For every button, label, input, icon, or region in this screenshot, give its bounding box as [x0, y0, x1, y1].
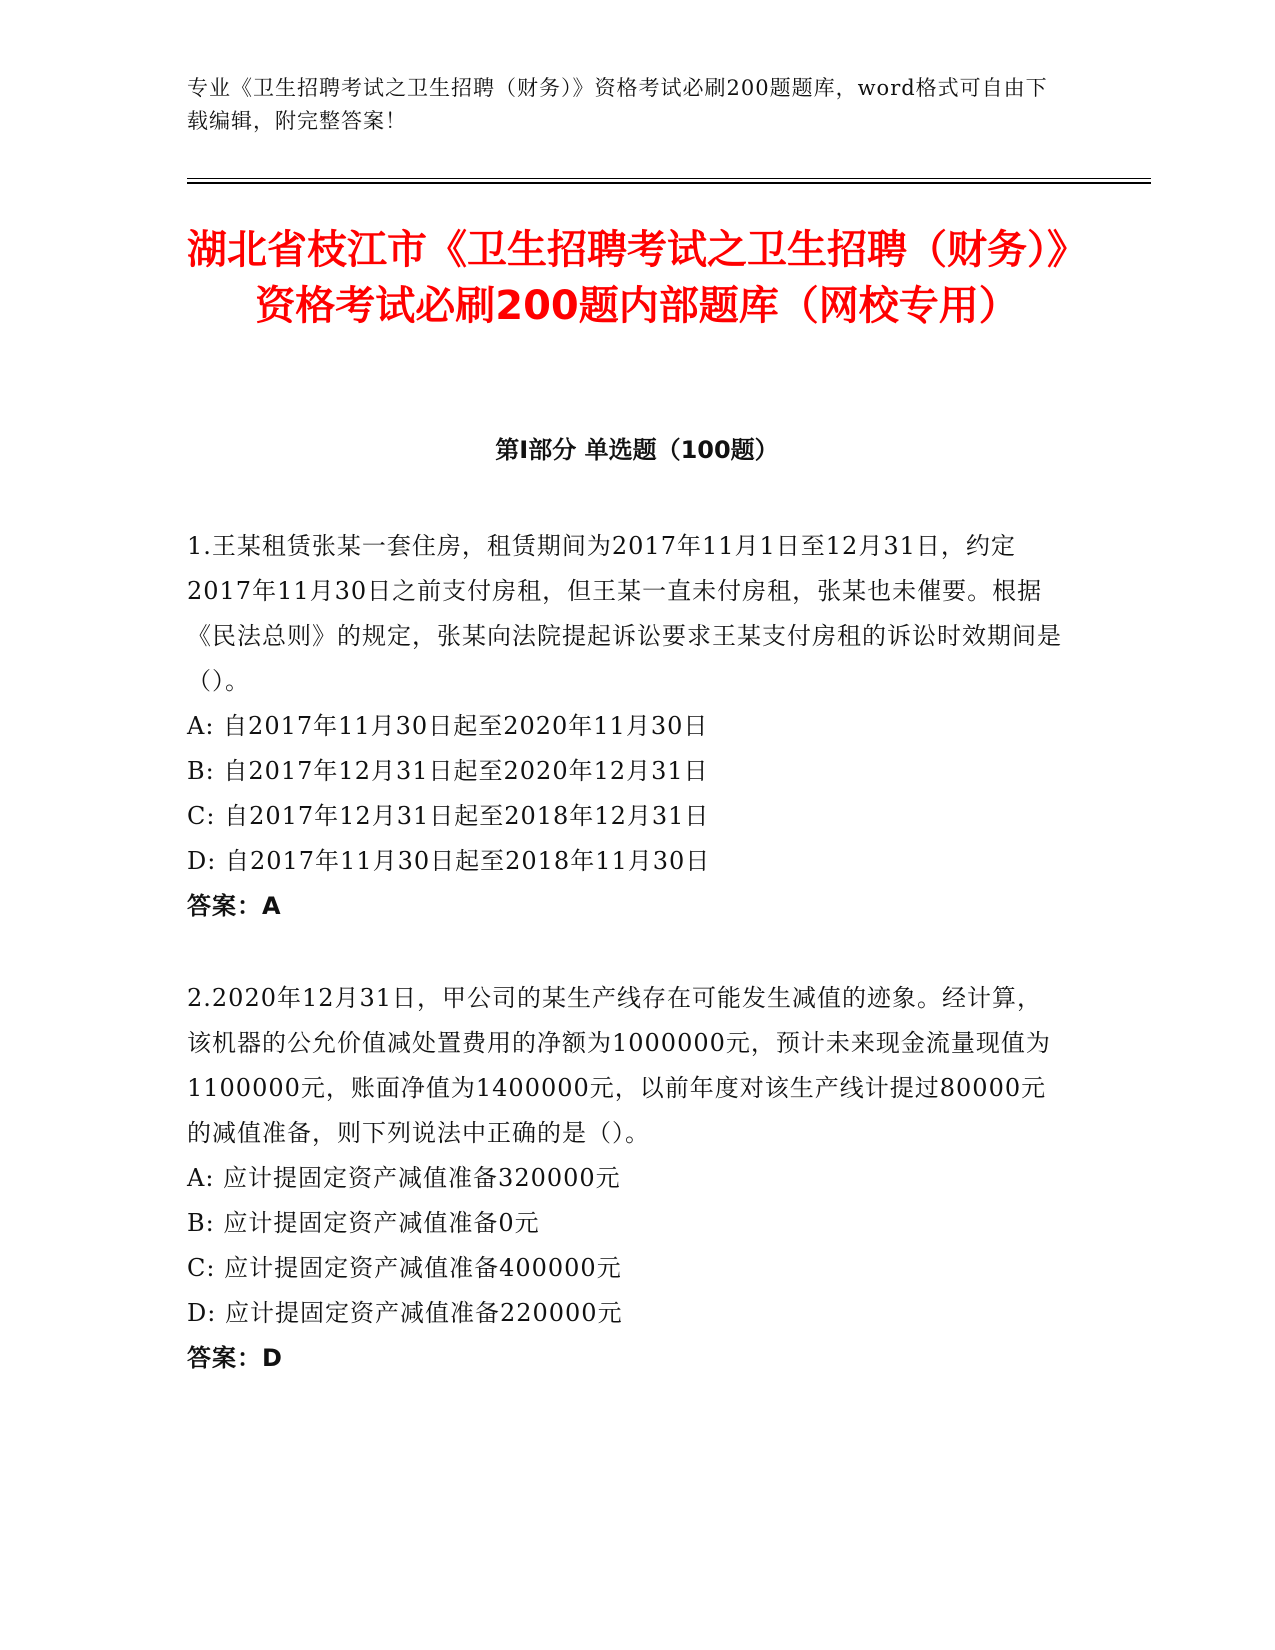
option-a: A: 应计提固定资产减值准备320000元: [187, 1164, 621, 1192]
question-stem: 2.2020年12月31日，甲公司的某生产线存在可能发生减值的迹象。经计算，该机器的公允价值减处置费用的净额为1000000元，预计未来现金流量现值为1100000元，账面净值为1400000元，以前年度对该生产线计提过80000元的减值准备，则下列说法中正确的是（）。: [187, 984, 1051, 1147]
header-divider-thick: [187, 182, 1151, 184]
option-c: C: 自2017年12月31日起至2018年12月31日: [187, 802, 710, 830]
option-c: C: 应计提固定资产减值准备400000元: [187, 1254, 622, 1282]
header-divider-thin: [187, 178, 1151, 179]
section-heading: 第Ⅰ部分 单选题（100题）: [495, 436, 779, 464]
option-d: D: 自2017年11月30日起至2018年11月30日: [187, 847, 711, 875]
option-d: D: 应计提固定资产减值准备220000元: [187, 1299, 623, 1327]
question-stem: 1.王某租赁张某一套住房，租赁期间为2017年11月1日至12月31日，约定2017年11月30日之前支付房租，但王某一直未付房租，张某也未催要。根据《民法总则》的规定，张某向法院提起诉讼要求王某支付房租的诉讼时效期间是（）。: [187, 532, 1062, 695]
question-1: [187, 524, 1067, 929]
question-2: [187, 976, 1067, 1381]
answer-label: 答案：D: [187, 1344, 283, 1372]
document-title: 湖北省枝江市《卫生招聘考试之卫生招聘（财务）》资格考试必刷200题内部题库（网校专用）: [187, 227, 1087, 329]
header-note: 专业《卫生招聘考试之卫生招聘（财务）》资格考试必刷200题题库，word格式可自由下载编辑，附完整答案！: [187, 76, 1048, 133]
answer-label: 答案：A: [187, 892, 282, 920]
option-a: A: 自2017年11月30日起至2020年11月30日: [187, 712, 709, 740]
option-b: B: 应计提固定资产减值准备0元: [187, 1209, 540, 1237]
option-b: B: 自2017年12月31日起至2020年12月31日: [187, 757, 709, 785]
